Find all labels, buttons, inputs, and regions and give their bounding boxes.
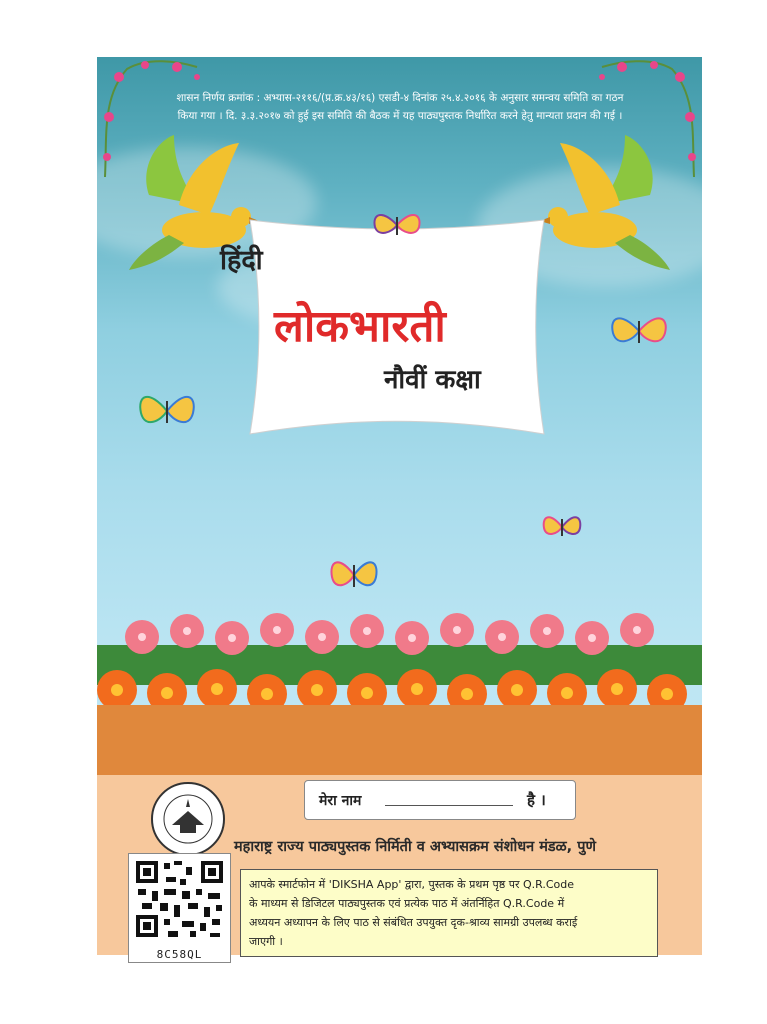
notice-line-1: शासन निर्णय क्रमांक : अभ्यास-२११६/(प्र.क्र.४३/१६) एसडी-४ दिनांक २५.४.२०१६ के अनुसार समन्वय समिति का गठन (176, 92, 624, 104)
diksha-line-2: के माध्यम से डिजिटल पाठ्यपुस्तक एवं प्रत्येक पाठ में अंतर्निहित Q.R.Code में (249, 897, 565, 910)
name-suffix: है । (527, 791, 546, 809)
flower-bed (97, 605, 702, 715)
class-label: नौवीं कक्षा (384, 365, 481, 395)
book-title: लोकभारती (274, 301, 446, 352)
qr-code (128, 853, 231, 963)
butterfly-icon (609, 311, 669, 351)
qr-code-pattern (130, 855, 229, 943)
board-logo (150, 781, 226, 857)
government-notice (125, 89, 675, 125)
butterfly-icon (137, 389, 197, 433)
info-panel (97, 775, 702, 961)
subject-title: हिंदी (220, 245, 263, 276)
dove-right-illustration (540, 135, 670, 275)
diksha-info-box (240, 869, 658, 957)
butterfly-icon (542, 512, 582, 542)
cover-illustration (97, 57, 702, 775)
diksha-line-1: आपके स्मार्टफोन में 'DIKSHA App' द्वारा, पुस्तक के प्रथम पृष्ठ पर Q.R.Code (249, 878, 575, 891)
publisher-name: महाराष्ट्र राज्य पाठ्यपुस्तक निर्मिती व अभ्यासक्रम संशोधन मंडळ, पुणे (234, 839, 596, 855)
diksha-line-4: जाएगी । (249, 935, 283, 948)
ground-strip (97, 705, 702, 775)
qr-code-id: 8C58QL (156, 948, 203, 961)
name-field-box (304, 780, 576, 820)
notice-line-2: किया गया । दि. ३.३.२०१७ को हुई इस समिति की बैठक में यह पाठ्यपुस्तक निर्धारित करने हेतु मान्यता प्रदान की गई । (177, 110, 623, 122)
name-blank-line[interactable] (385, 805, 513, 806)
butterfly-icon (329, 555, 379, 595)
name-label: मेरा नाम (319, 793, 362, 809)
butterfly-icon (372, 209, 422, 241)
diksha-line-3: अध्ययन अध्यापन के लिए पाठ से संबंधित उपयुक्त दृक-श्राव्य सामग्री उपलब्ध कराई (249, 916, 578, 929)
